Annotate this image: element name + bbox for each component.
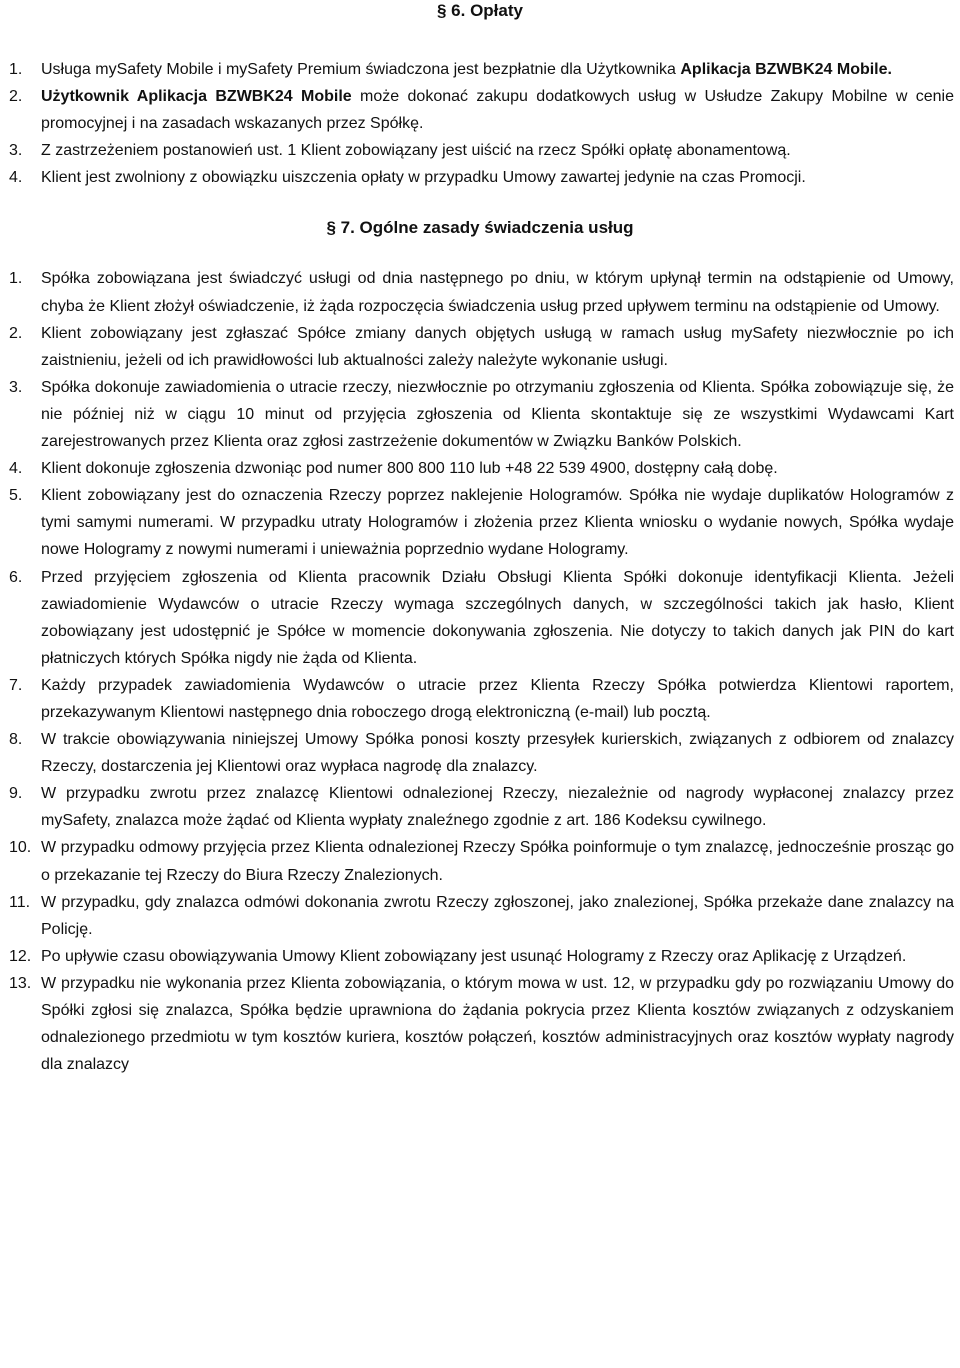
item-text: Klient zobowiązany jest zgłaszać Spółce zmiany danych objętych usługą w ramach usług mySafety niezwłocznie po ich zaistnieniu, jeżeli od ich prawidłowości lub aktualności zależy należyte wykonanie usługi. bbox=[41, 324, 954, 369]
section-7-item-2 bbox=[6, 320, 954, 374]
item-text-bold: Aplikacja BZWBK24 Mobile. bbox=[680, 61, 892, 78]
item-text: W przypadku zwrotu przez znalazcę Klientowi odnalezionej Rzeczy, niezależnie od nagrody wypłaconej znalazcy przez mySafety, znalazca może żądać od Klienta wypłaty znaleźnego zgodnie z art. 186 Kodeksu cywilnego. bbox=[41, 785, 954, 830]
section-7-item-3 bbox=[6, 374, 954, 455]
section-6-item-3 bbox=[6, 137, 954, 164]
section-7-list bbox=[6, 265, 954, 1078]
item-text: W trakcie obowiązywania niniejszej Umowy Spółka ponosi koszty przesyłek kurierskich, związanych z odbiorem od znalazcy Rzeczy, dostarczenia jej Klientowi oraz wypłaca nagrodę dla znalazcy. bbox=[41, 731, 954, 776]
section-7-item-5 bbox=[6, 482, 954, 563]
section-7-item-12 bbox=[6, 943, 954, 970]
section-6-item-2 bbox=[6, 83, 954, 137]
section-7-item-9 bbox=[6, 780, 954, 834]
item-number: 9. bbox=[9, 785, 23, 803]
section-6-list bbox=[6, 56, 954, 191]
item-number: 7. bbox=[9, 676, 23, 694]
section-7-item-10 bbox=[6, 834, 954, 888]
item-text: Po upływie czasu obowiązywania Umowy Klient zobowiązany jest usunąć Hologramy z Rzeczy oraz Aplikację z Urządzeń. bbox=[41, 947, 907, 965]
item-number: 4. bbox=[9, 169, 23, 187]
section-6-item-4 bbox=[6, 164, 954, 191]
item-text: Spółka dokonuje zawiadomienia o utracie rzeczy, niezwłocznie po otrzymaniu zgłoszenia od Klienta. Spółka zobowiązuje się, że nie później niż w ciągu 10 minut od przyjęcia zgłoszenia od Klienta skontaktuje się ze wszystkimi Wydawcami Kart zarejestrowanych przez Klienta oraz zgłosi zastrzeżenie dokumentów w Związku Banków Polskich. bbox=[41, 378, 954, 451]
item-number: 5. bbox=[9, 487, 23, 505]
item-text-bold: Użytkownik Aplikacja BZWBK24 Mobile bbox=[41, 88, 352, 106]
item-text: może dokonać zakupu dodatkowych usług w Usłudze Zakupy Mobilne w cenie promocyjnej i na zasadach wskazanych przez Spółkę. bbox=[41, 88, 955, 133]
item-text: W przypadku odmowy przyjęcia przez Klienta odnalezionej Rzeczy Spółka poinformuje o tym znalazcę, jednocześnie prosząc go o przekazanie tej Rzeczy do Biura Rzeczy Znalezionych. bbox=[41, 839, 954, 884]
item-number: 12. bbox=[9, 947, 32, 965]
item-number: 3. bbox=[9, 142, 23, 160]
item-number: 1. bbox=[9, 270, 23, 288]
section-7-item-4 bbox=[6, 455, 954, 482]
item-text: W przypadku, gdy znalazca odmówi dokonania zwrotu Rzeczy zgłoszonej, jako znalezionej, Spółka przekaże dane znalazcy na Policję. bbox=[41, 893, 954, 938]
item-number: 11. bbox=[9, 893, 31, 911]
section-6-item-1 bbox=[6, 56, 954, 83]
item-number: 2. bbox=[9, 324, 23, 342]
item-number: 10. bbox=[9, 839, 32, 857]
item-text: Usługa mySafety Mobile i mySafety Premium świadczona jest bezpłatnie dla Użytkownika bbox=[41, 61, 681, 78]
item-text: Klient zobowiązany jest do oznaczenia Rzeczy poprzez naklejenie Hologramów. Spółka nie wydaje duplikatów Hologramów z tymi samymi numerami. W przypadku utraty Hologramów i złożenia przez Klienta wniosku o wydanie nowych, Spółka wydaje nowe Hologramy z nowymi numerami i unieważnia poprzednio wydane Hologramy. bbox=[41, 487, 954, 559]
item-text: W przypadku nie wykonania przez Klienta zobowiązania, o którym mowa w ust. 12, w przypadku gdy po rozwiązaniu Umowy do Spółki zgłosi się znalazca, Spółka będzie uprawniona do żądania pokrycia przez Klienta kosztów związanych z odzyskaniem odnalezionego przedmiotu w tym kosztów kuriera, kosztów połączeń, kosztów administracyjnych oraz kosztów wypłaty nagrody dla znalazcy bbox=[41, 974, 954, 1074]
item-number: 3. bbox=[9, 378, 23, 396]
item-number: 8. bbox=[9, 731, 23, 749]
section-7-heading: § 7. Ogólne zasady świadczenia usług bbox=[326, 218, 634, 238]
item-number: 1. bbox=[9, 61, 23, 78]
section-6-heading: § 6. Opłaty bbox=[437, 1, 523, 20]
section-7-item-1 bbox=[6, 265, 954, 319]
section-7-item-6 bbox=[6, 564, 954, 672]
item-text: Z zastrzeżeniem postanowień ust. 1 Klient zobowiązany jest uiścić na rzecz Spółki opłatę abonamentową. bbox=[41, 142, 791, 160]
item-number: 13. bbox=[9, 974, 32, 992]
item-number: 4. bbox=[9, 460, 23, 478]
item-number: 2. bbox=[9, 88, 23, 106]
item-text: Klient jest zwolniony z obowiązku uiszczenia opłaty w przypadku Umowy zawartej jedynie na czas Promocji. bbox=[41, 169, 806, 187]
item-number: 6. bbox=[9, 568, 23, 586]
item-text: Klient dokonuje zgłoszenia dzwoniąc pod numer 800 800 110 lub +48 22 539 4900, dostępny całą dobę. bbox=[41, 460, 778, 478]
item-text: Każdy przypadek zawiadomienia Wydawców o utracie przez Klienta Rzeczy Spółka potwierdza Klientowi raportem, przekazywanym Klientowi następnego dnia roboczego drogą elektroniczną (e-mail) lub pocztą. bbox=[41, 676, 954, 721]
section-7-item-7 bbox=[6, 672, 954, 726]
section-7-item-11 bbox=[6, 889, 954, 943]
section-7-item-8 bbox=[6, 726, 954, 780]
item-text: Spółka zobowiązana jest świadczyć usługi od dnia następnego po dniu, w którym upłynął termin na odstąpienie od Umowy, chyba że Klient złożył oświadczenie, iż żąda rozpoczęcia świadczenia usług przed upływem terminu na odstąpienie od Umowy. bbox=[41, 270, 954, 315]
item-text: Przed przyjęciem zgłoszenia od Klienta pracownik Działu Obsługi Klienta Spółki dokonuje identyfikacji Klienta. Jeżeli zawiadomienie Wydawców o utracie Rzeczy wymaga szczególnych danych, w szczególności takich jak hasło, Klient zobowiązany jest udostępnić je Spółce w momencie dokonywania zgłoszenia. Nie dotyczy to takich danych jak PIN do kart płatniczych których Spółka nigdy nie żąda od Klienta. bbox=[41, 568, 954, 667]
section-7-item-13 bbox=[6, 970, 954, 1078]
